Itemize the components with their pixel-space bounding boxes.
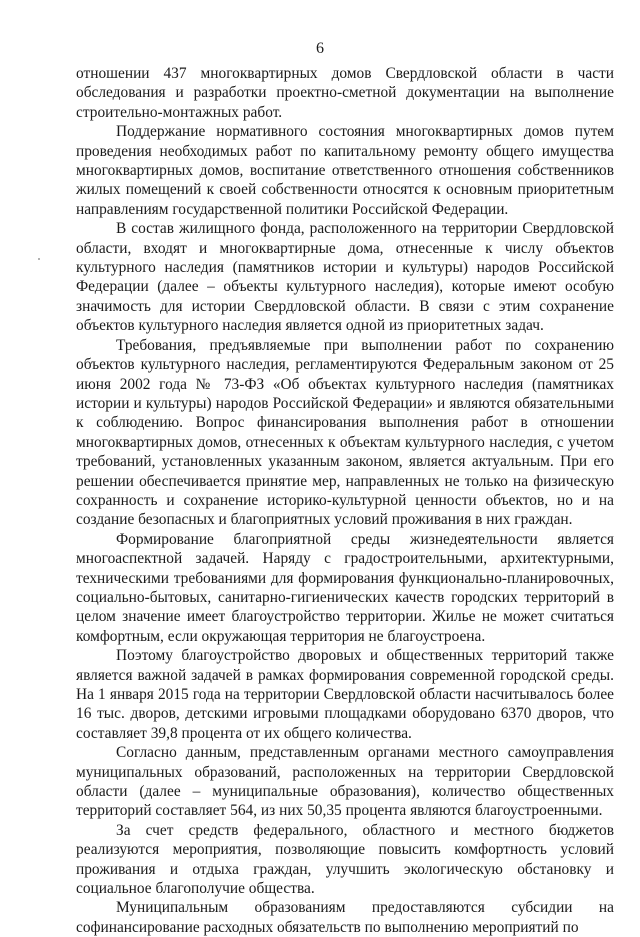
- document-body: [76, 64, 614, 937]
- paragraph-housing-stock: В состав жилищного фонда, расположенного на территории Свердловской области, входят и многоквартирные дома, отнесенные к числу объектов культурного наследия (памятников истории и культуры) народов Российской Федерации (далее – объекты культурного наследия), которые имеют особую значимость для истории Свердловской области. В связи с этим сохранение объектов культурного наследия является одной из приоритетных задач.: [76, 220, 614, 335]
- paragraph-budget-funding: За счет средств федерального, областного и местного бюджетов реализуются мероприятия, позволяющие повысить комфортность условий проживания и отдыха граждан, улучшить экологическую обстановку и социальное благополучие общества.: [76, 821, 614, 898]
- paragraph-continuation: отношении 437 многоквартирных домов Свердловской области в части обследования и разработки проектно-сметной документации на выполнение строительно-монтажных работ.: [76, 65, 614, 121]
- scan-speck: [38, 258, 40, 260]
- paragraph-requirements: Требования, предъявляемые при выполнении работ по сохранению объектов культурного наследия, регламентируются Федеральным законом от 25 июня 2002 года № 73-ФЗ «Об объектах культурного наследия (памятниках истории и культуры) народов Российской Федерации» и являются обязательными к соблюдению. Вопрос финансирования выполнения работ в отношении многоквартирных домов, отнесенных к объектам культурного наследия, с учетом требований, установленных указанным законом, является актуальным. При его решении обеспечивается принятие мер, направленных не только на физическую сохранность и сохранение историко-культурной ценности объектов, но и на создание безопасных и благоприятных условий проживания в них граждан.: [76, 336, 614, 529]
- paragraph-public-spaces: Согласно данным, представленным органами местного самоуправления муниципальных образований, расположенных на территории Свердловской области (далее – муниципальные образования), количество общественных территорий составляет 564, из них 50,35 процента являются благоустроенными.: [76, 744, 614, 820]
- page-number: 6: [316, 40, 324, 57]
- paragraph-maintenance: Поддержание нормативного состояния многоквартирных домов путем проведения необходимых работ по капитальному ремонту общего имущества многоквартирных домов, воспитание ответственного отношения собственников жилых помещений к своей собственности относятся к основным приоритетным направлениям государственной политики Российской Федерации.: [76, 123, 614, 218]
- paragraph-subsidies: Муниципальным образованиям предоставляются субсидии на софинансирование расходных обязательств по выполнению мероприятий по: [76, 899, 614, 936]
- paragraph-living-environment: Формирование благоприятной среды жизнедеятельности является многоаспектной задачей. Наряду с градостроительными, архитектурными, техническими требованиями для формирования функционально-планировочных, социально-бытовых, санитарно-гигиенических качеств городских территорий в целом значение имеет благоустройство территории. Жилье не может считаться комфортным, если окружающая территория не благоустроена.: [76, 530, 614, 645]
- paragraph-courtyards: Поэтому благоустройство дворовых и общественных территорий также является важной задачей в рамках формирования современной городской среды. На 1 января 2015 года на территории Свердловской области насчитывалось более 16 тыс. дворов, детскими игровыми площадками оборудовано 6370 дворов, что составляет 39,8 процента от их общего количества.: [76, 647, 614, 742]
